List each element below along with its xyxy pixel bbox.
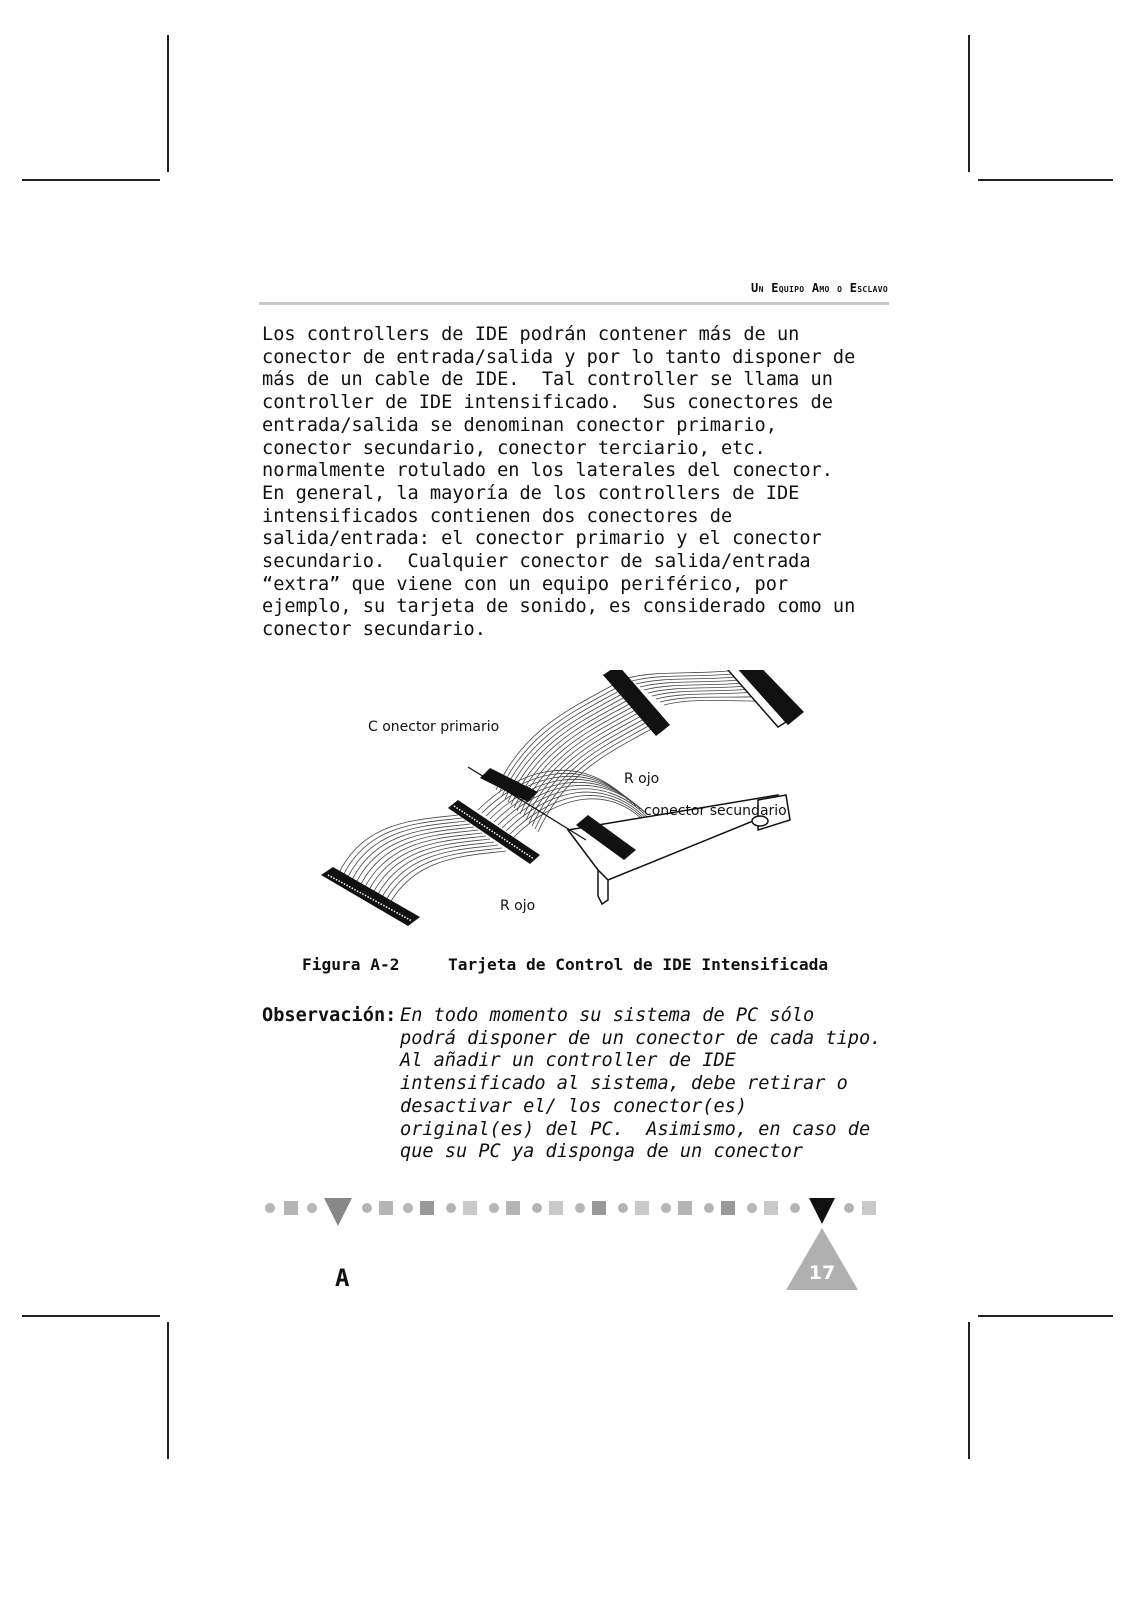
- crop-mark: [978, 1315, 1113, 1317]
- body-line: En general, la mayoría de los controllers de IDE: [262, 482, 800, 504]
- label-primary-connector: C onector primario: [368, 719, 500, 735]
- caption-number: Figura A-2: [302, 955, 400, 974]
- upper-end-connector: [728, 670, 804, 727]
- running-head: Un Equipo Amo o Esclavo: [751, 281, 888, 295]
- crop-mark: [22, 179, 160, 181]
- crop-mark: [167, 1322, 169, 1459]
- crop-mark: [968, 1322, 970, 1459]
- note-line: En todo momento su sistema de PC sólo: [400, 1005, 815, 1026]
- label-red-bottom: R ojo: [500, 898, 536, 914]
- note-label: Observación:: [262, 1005, 397, 1026]
- label-secondary-connector: conector secundario: [644, 803, 787, 819]
- page-number: 17: [808, 1262, 836, 1284]
- header-rule: [259, 302, 889, 305]
- body-line: “extra” que viene con un equipo periférico, por: [262, 573, 789, 595]
- figure-caption: [302, 955, 828, 974]
- body-line: intensificados contienen dos conectores de: [262, 505, 733, 527]
- crop-mark: [167, 35, 169, 172]
- body-paragraph: [262, 324, 902, 642]
- lower-end-connector: [321, 867, 420, 926]
- chapter-letter: A: [335, 1264, 350, 1292]
- body-line: secundario. Cualquier conector de salida/entrada: [262, 551, 811, 573]
- ide-controller-illustration: [318, 670, 818, 940]
- body-line: conector de entrada/salida y por lo tanto disponer de: [262, 346, 856, 368]
- note-text: [400, 1005, 900, 1164]
- crop-mark: [978, 179, 1113, 181]
- body-line: controller de IDE intensificado. Sus conectores de: [262, 392, 833, 414]
- body-line: Los controllers de IDE podrán contener más de un: [262, 324, 800, 345]
- body-line: conector secundario.: [262, 619, 486, 641]
- caption-title: Tarjeta de Control de IDE Intensificada: [448, 955, 829, 974]
- note-line: podrá disponer de un conector de cada tipo.: [400, 1027, 882, 1049]
- label-red-top: R ojo: [624, 771, 660, 787]
- body-line: más de un cable de IDE. Tal controller se llama un: [262, 369, 833, 391]
- crop-mark: [968, 35, 970, 172]
- note-line: intensificado al sistema, debe retirar o: [400, 1073, 848, 1095]
- body-line: entrada/salida se denominan conector primario,: [262, 414, 777, 436]
- decorative-divider: [262, 1196, 892, 1232]
- note-line: que su PC ya disponga de un conector: [400, 1141, 803, 1163]
- note-line: original(es) del PC. Asimismo, en caso de: [400, 1118, 871, 1140]
- body-line: ejemplo, su tarjeta de sonido, es considerado como un: [262, 596, 856, 618]
- crop-mark: [22, 1315, 160, 1317]
- note-line: desactivar el/ los conector(es): [400, 1095, 748, 1117]
- body-line: conector secundario, conector terciario, etc.: [262, 437, 766, 459]
- note-line: Al añadir un controller de IDE: [400, 1050, 736, 1072]
- body-line: salida/entrada: el conector primario y el conector: [262, 528, 822, 550]
- body-line: normalmente rotulado en los laterales del conector.: [262, 460, 833, 482]
